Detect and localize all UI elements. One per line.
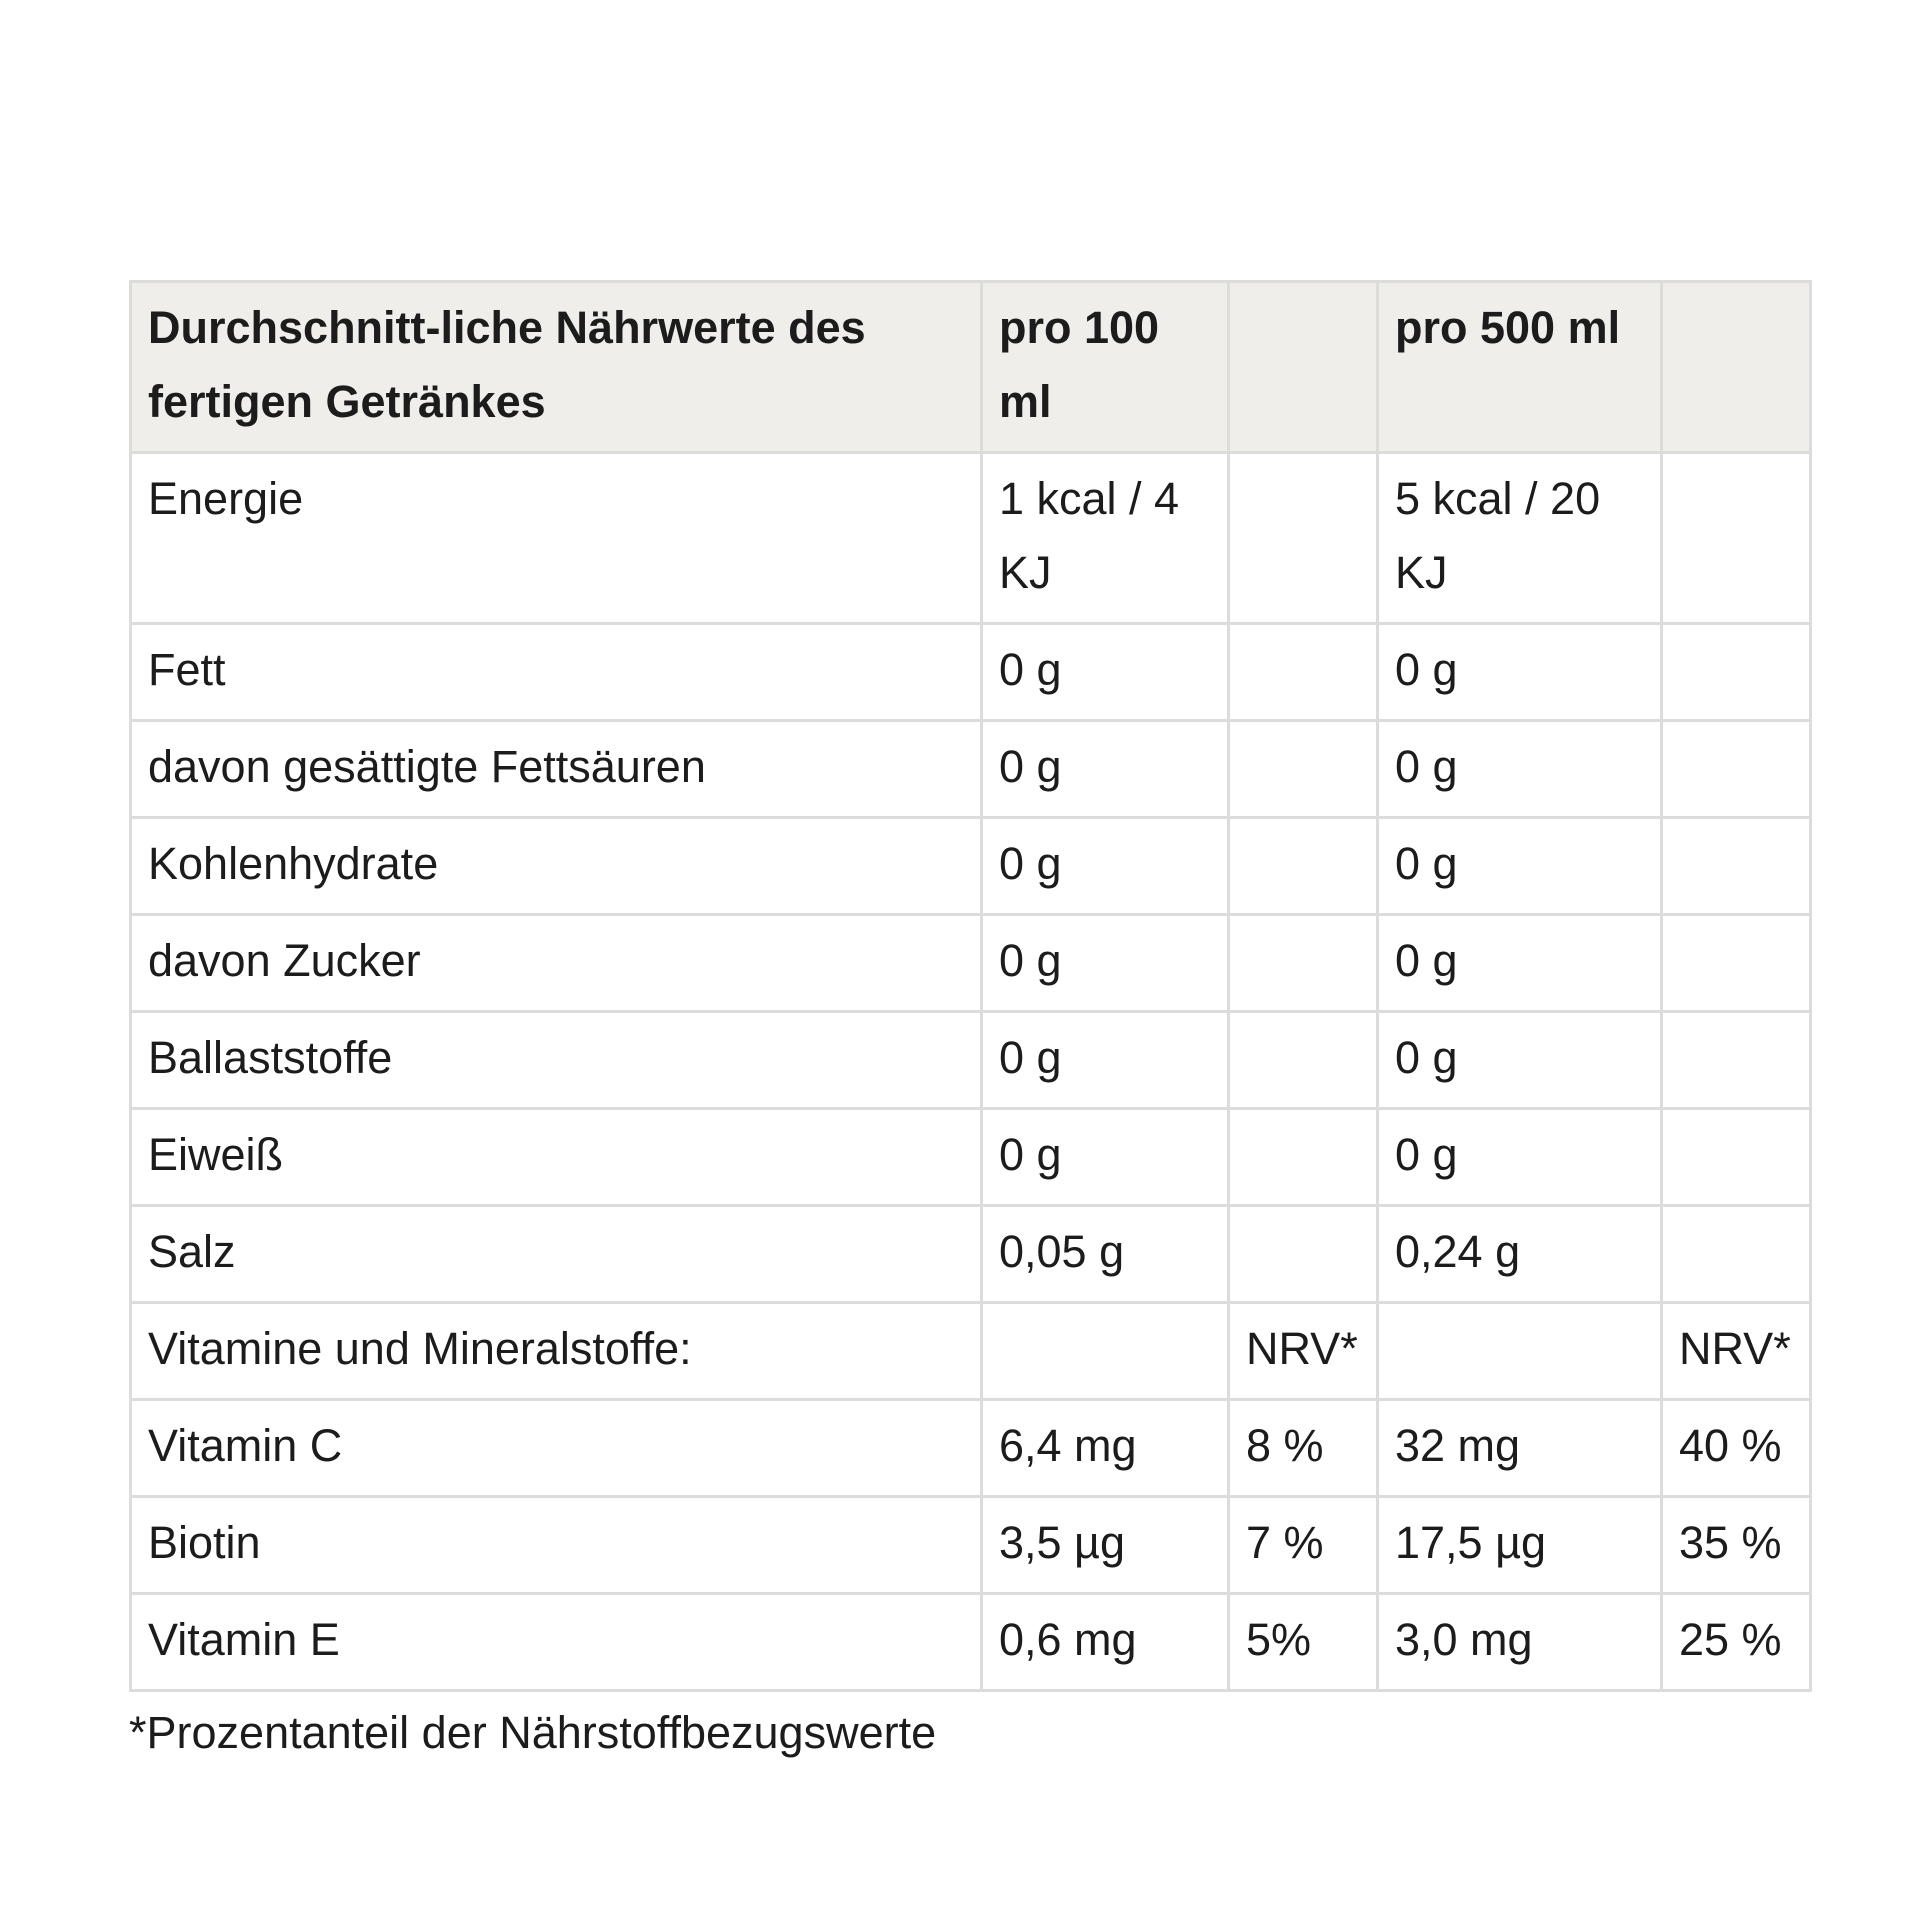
nrv-per-500ml [1662,1012,1811,1109]
value-per-500ml: 17,5 µg [1378,1497,1662,1594]
value-per-500ml: 3,0 mg [1378,1594,1662,1691]
nrv-per-500ml: 25 % [1662,1594,1811,1691]
row-label: Vitamin E [131,1594,982,1691]
nrv-per-100ml [1229,1206,1378,1303]
value-per-500ml: 5 kcal / 20 KJ [1378,453,1662,624]
value-per-100ml: 0,6 mg [982,1594,1229,1691]
table-row [131,1109,1811,1206]
table-row [131,1012,1811,1109]
nrv-per-100ml [1229,624,1378,721]
table-row [131,624,1811,721]
nrv-per-100ml: 8 % [1229,1400,1378,1497]
row-label: Eiweiß [131,1109,982,1206]
nrv-per-100ml: NRV* [1229,1303,1378,1400]
value-per-100ml: 0 g [982,721,1229,818]
nutrition-table [129,280,1812,1692]
nrv-per-500ml: 40 % [1662,1400,1811,1497]
value-per-100ml: 0 g [982,1109,1229,1206]
value-per-500ml: 0 g [1378,1109,1662,1206]
value-per-500ml: 32 mg [1378,1400,1662,1497]
row-label: Salz [131,1206,982,1303]
table-row [131,1303,1811,1400]
table-row [131,915,1811,1012]
value-per-500ml: 0 g [1378,818,1662,915]
row-label: davon Zucker [131,915,982,1012]
value-per-100ml: 0 g [982,624,1229,721]
row-label: Kohlenhydrate [131,818,982,915]
nrv-per-500ml: NRV* [1662,1303,1811,1400]
table-row [131,1594,1811,1691]
nrv-per-100ml: 7 % [1229,1497,1378,1594]
table-row [131,721,1811,818]
nrv-per-500ml [1662,721,1811,818]
nrv-per-500ml [1662,818,1811,915]
nrv-per-100ml [1229,818,1378,915]
value-per-500ml: 0 g [1378,1012,1662,1109]
row-label: Vitamin C [131,1400,982,1497]
value-per-100ml: 3,5 µg [982,1497,1229,1594]
nrv-per-100ml [1229,1109,1378,1206]
nrv-per-100ml [1229,453,1378,624]
nrv-per-500ml [1662,624,1811,721]
row-label: Ballaststoffe [131,1012,982,1109]
value-per-100ml: 0 g [982,1012,1229,1109]
nrv-per-100ml [1229,915,1378,1012]
header-nrv-500ml [1662,282,1811,453]
nrv-per-500ml [1662,1206,1811,1303]
header-label: Durchschnitt-liche Nährwerte des fertigen Getränkes [131,282,982,453]
row-label: Vitamine und Mineralstoffe: [131,1303,982,1400]
value-per-100ml [982,1303,1229,1400]
nrv-per-500ml [1662,915,1811,1012]
table-row [131,1206,1811,1303]
value-per-500ml: 0 g [1378,915,1662,1012]
footnote: *Prozentanteil der Nährstoffbezugswerte [129,1707,937,1758]
row-label: davon gesättigte Fettsäuren [131,721,982,818]
header-nrv-100ml [1229,282,1378,453]
value-per-500ml [1378,1303,1662,1400]
nrv-per-500ml: 35 % [1662,1497,1811,1594]
value-per-100ml: 0,05 g [982,1206,1229,1303]
table-row [131,818,1811,915]
value-per-100ml: 6,4 mg [982,1400,1229,1497]
table-body [131,453,1811,1691]
nutrition-facts [129,280,1809,1768]
row-label: Biotin [131,1497,982,1594]
nrv-per-100ml [1229,1012,1378,1109]
table-row [131,1497,1811,1594]
header-per-500ml: pro 500 ml [1378,282,1662,453]
value-per-100ml: 0 g [982,915,1229,1012]
value-per-500ml: 0,24 g [1378,1206,1662,1303]
table-header-row [131,282,1811,453]
value-per-500ml: 0 g [1378,721,1662,818]
nrv-per-100ml [1229,721,1378,818]
value-per-500ml: 0 g [1378,624,1662,721]
nrv-per-500ml [1662,1109,1811,1206]
nrv-per-100ml: 5% [1229,1594,1378,1691]
header-per-100ml: pro 100 ml [982,282,1229,453]
row-label: Fett [131,624,982,721]
value-per-100ml: 0 g [982,818,1229,915]
nrv-per-500ml [1662,453,1811,624]
table-row [131,453,1811,624]
row-label: Energie [131,453,982,624]
table-row [131,1400,1811,1497]
value-per-100ml: 1 kcal / 4 KJ [982,453,1229,624]
